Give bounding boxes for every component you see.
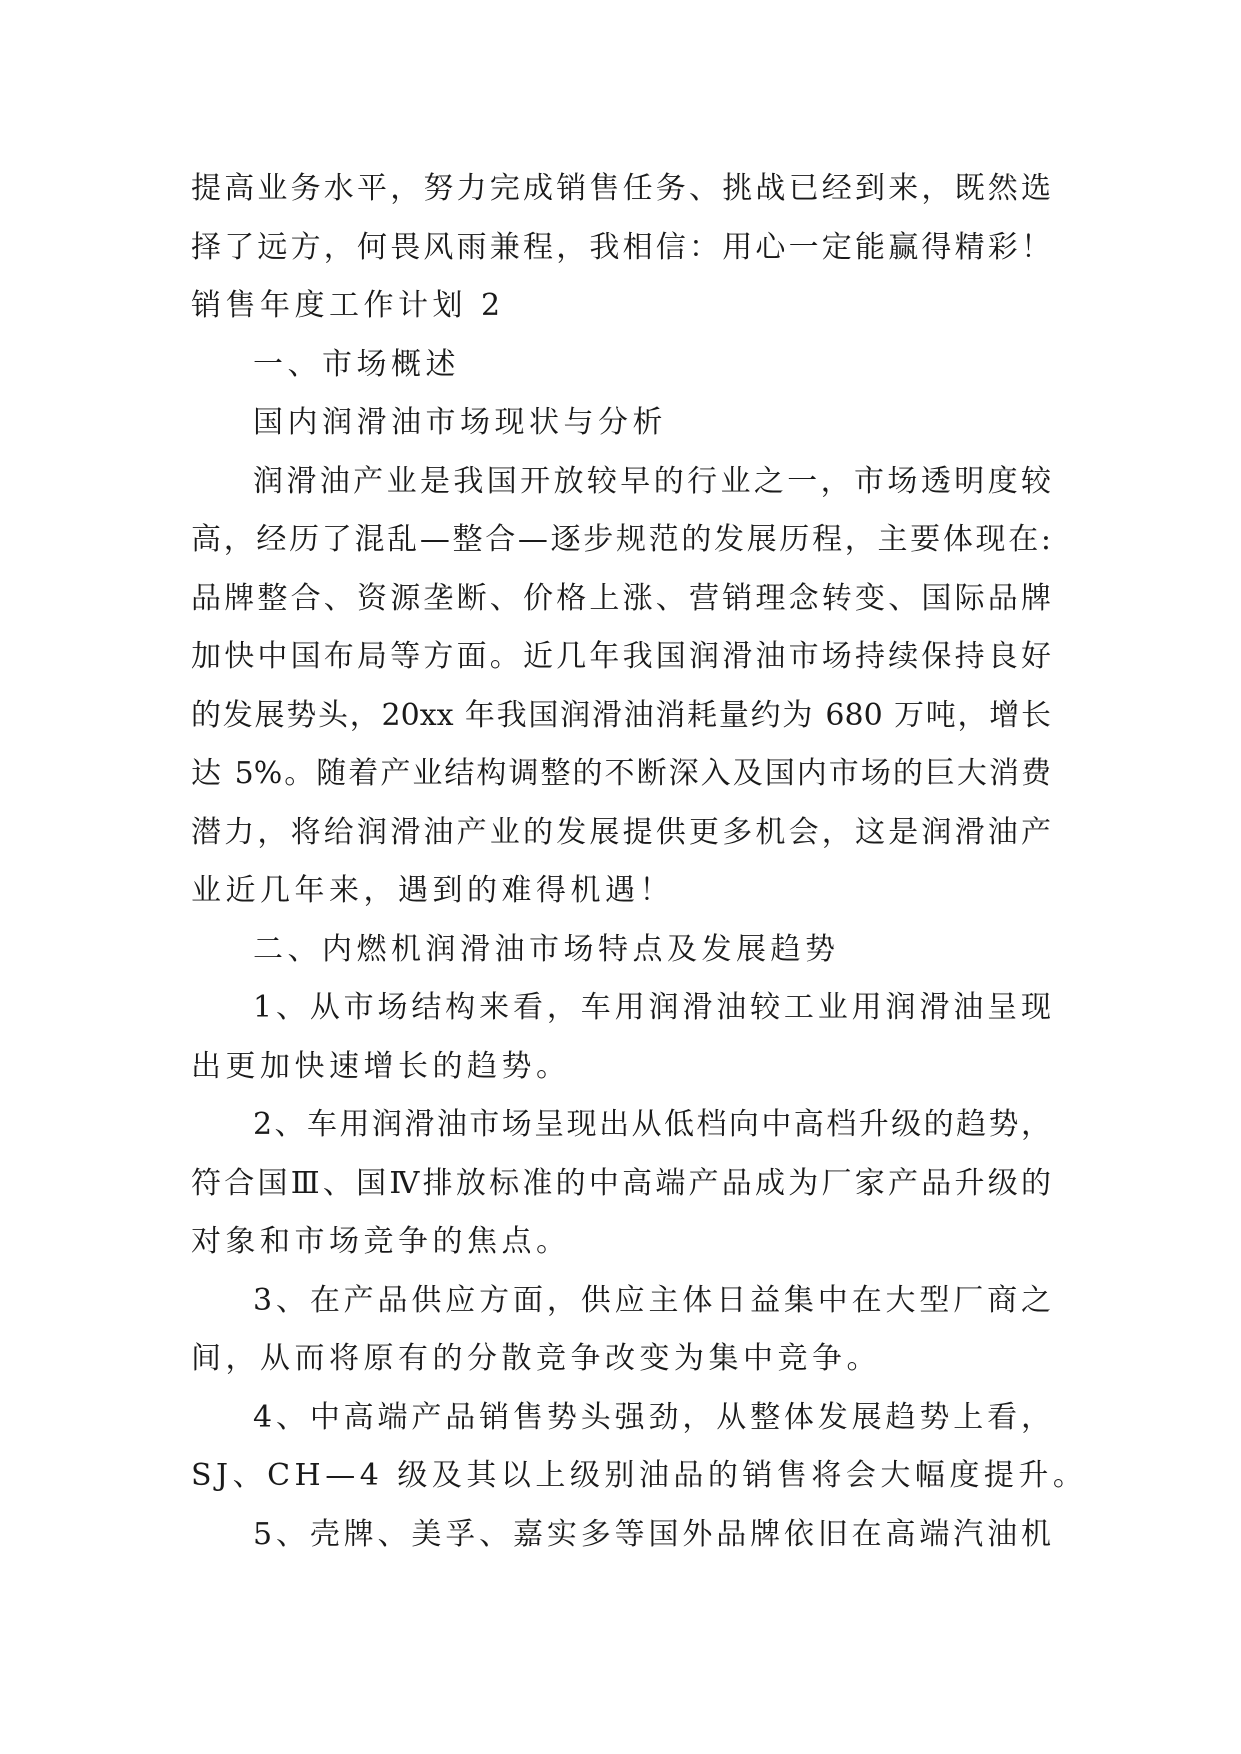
text-line: 加快中国布局等方面。近几年我国润滑油市场持续保持良好 xyxy=(191,639,1051,674)
section-heading: 二、内燃机润滑油市场特点及发展趋势 xyxy=(253,931,840,967)
text-line: 出更加快速增长的趋势。 xyxy=(191,1048,571,1084)
text-line: 业近几年来，遇到的难得机遇！ xyxy=(191,873,674,908)
text-line: 对象和市场竞争的焦点。 xyxy=(191,1224,571,1259)
text-line: 品牌整合、资源垄断、价格上涨、营销理念转变、国际品牌 xyxy=(191,580,1051,616)
text-line: 择了远方，何畏风雨兼程，我相信：用心一定能赢得精彩！ xyxy=(191,229,1051,265)
text-line: 5、壳牌、美孚、嘉实多等国外品牌依旧在高端汽油机 xyxy=(253,1516,1051,1552)
text-line: 高，经历了混乱—整合—逐步规范的发展历程，主要体现在: xyxy=(191,522,1051,557)
text-line: 润滑油产业是我国开放较早的行业之一，市场透明度较 xyxy=(253,463,1051,499)
text-line: 潜力，将给润滑油产业的发展提供更多机会，这是润滑油产 xyxy=(191,814,1051,850)
section-title: 销售年度工作计划 2 xyxy=(191,288,505,323)
text-line: 3、在产品供应方面，供应主体日益集中在大型厂商之 xyxy=(253,1282,1051,1318)
text-line: 符合国Ⅲ、国Ⅳ排放标准的中高端产品成为厂家产品升级的 xyxy=(191,1165,1051,1201)
text-line: 2、车用润滑油市场呈现出从低档向中高档升级的趋势， xyxy=(253,1107,1051,1142)
text-line: 的发展势头，20xx 年我国润滑油消耗量约为 680 万吨，增长 xyxy=(191,697,1051,733)
text-line: 4、中高端产品销售势头强劲，从整体发展趋势上看， xyxy=(253,1399,1051,1435)
text-line: 间，从而将原有的分散竞争改变为集中竞争。 xyxy=(191,1341,881,1376)
text-line: 达 5%。随着产业结构调整的不断深入及国内市场的巨大消费 xyxy=(191,756,1051,791)
subsection-heading: 国内润滑油市场现状与分析 xyxy=(253,405,667,440)
text-line: 1、从市场结构来看，车用润滑油较工业用润滑油呈现 xyxy=(253,990,1051,1025)
text-line: SJ、CH—4 级及其以上级别油品的销售将会大幅度提升。 xyxy=(191,1458,1088,1493)
section-heading: 一、市场概述 xyxy=(253,346,460,382)
document-page xyxy=(191,160,1088,1564)
text-line: 提高业务水平，努力完成销售任务、挑战已经到来，既然选 xyxy=(191,171,1051,206)
